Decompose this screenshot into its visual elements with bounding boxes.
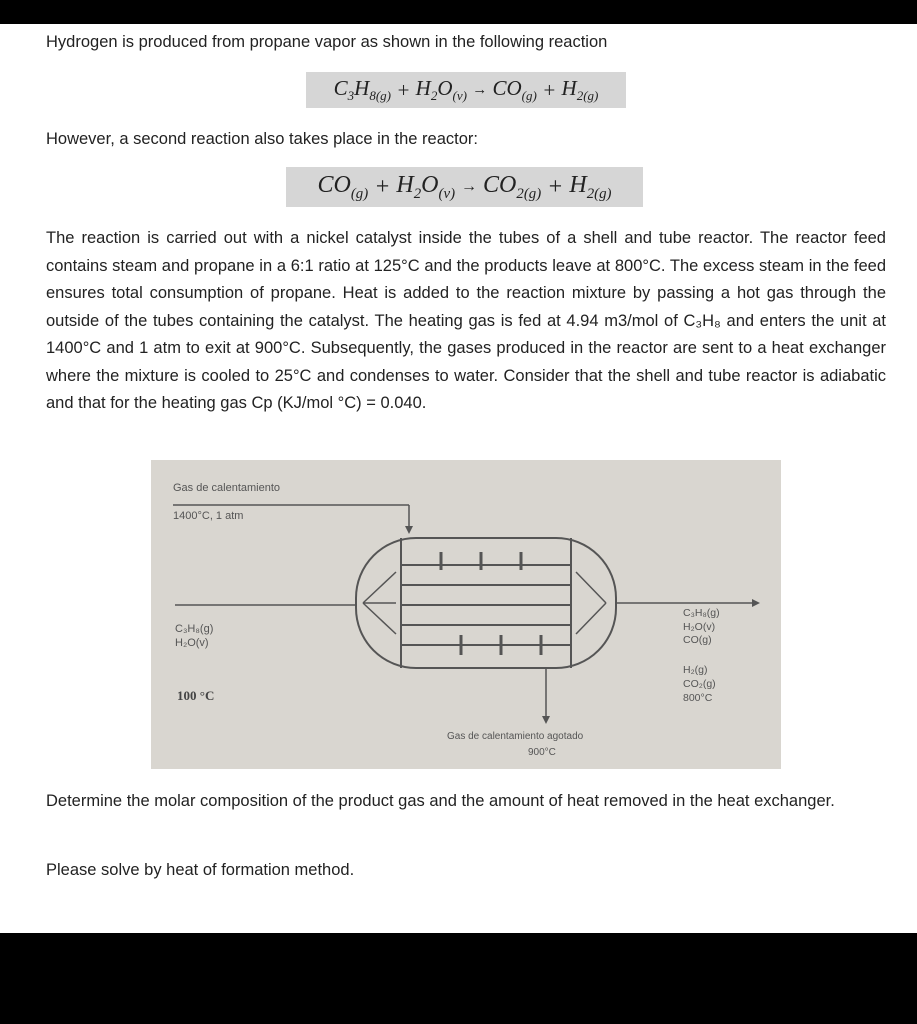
plus-sign: + [542, 77, 557, 102]
r2-product-co2: $CO_{2(g)}$ [483, 171, 542, 202]
product-co: CO(g) [683, 634, 712, 646]
r1-reactant-water: $H_2O_{(v)}$ [415, 75, 467, 104]
catalyst-tubes [401, 565, 571, 645]
product-composition-list [683, 607, 720, 704]
feed-h2o-label: H₂O(v) [175, 637, 209, 649]
r1-reactant-propane: $C_3H_{8(g)}$ [333, 75, 391, 104]
reactor-diagram-svg [151, 460, 781, 769]
heating-gas-label: Gas de calentamiento [173, 482, 281, 494]
reactor-diagram [151, 460, 781, 769]
feed-c3h8-label: C₃H₈(g) [175, 623, 214, 635]
exhaust-temperature: 900°C [528, 747, 556, 758]
reaction-1-equation [306, 72, 626, 108]
feed-temperature: 100 °C [177, 688, 215, 703]
r2-reactant-water: $H_2O_{(v)}$ [396, 171, 456, 202]
product-c3h8: C₃H₈(g) [683, 607, 720, 619]
product-h2: H₂(g) [683, 664, 708, 676]
r1-product-h2: $H_{2(g)}$ [561, 75, 599, 104]
product-co2: CO₂(g) [683, 678, 716, 690]
product-h2o: H₂O(v) [683, 621, 716, 633]
product-temperature: 800°C [683, 692, 713, 704]
baffles [441, 552, 541, 655]
r2-product-h2: $H_{2(g)}$ [569, 171, 612, 202]
problem-description: The reaction is carried out with a nickel catalyst inside the tubes of a shell and tube reactor. The reactor feed contains steam and propane in a 6:1 ratio at 125°C and the products leave at 800°C. The excess steam in the feed ensures total consumption of propane. Heat is added to the reaction mixture by passing a hot gas through the outside of the tubes containing the catalyst. The heating gas is fed at 4.94 m3/mol of C₃H₈ and enters the unit at 1400°C and 1 atm to exit at 900°C. Subsequently, the gases produced in the reactor are sent to a heat exchanger where the mixture is cooled to 25°C and condenses to water. Consider that the shell and tube reactor is adiabatic and that for the heating gas Cp (KJ/mol °C) = 0.040. [46, 229, 886, 412]
outlet-arrow-icon [752, 599, 760, 607]
reaction-2-equation [286, 167, 643, 207]
intro-text: Hydrogen is produced from propane vapor as shown in the following reaction [46, 33, 608, 51]
plus-sign: + [374, 173, 391, 200]
instruction-text: Please solve by heat of formation method. [46, 861, 355, 879]
plus-sign: + [396, 77, 411, 102]
plus-sign: + [547, 173, 564, 200]
document-page [0, 24, 917, 933]
reaction-arrow: → [472, 81, 488, 98]
inlet-arrow-icon [405, 526, 413, 534]
heating-gas-conditions: 1400°C, 1 atm [173, 510, 244, 522]
exhaust-label: Gas de calentamiento agotado [447, 731, 584, 742]
r1-product-co: $CO_{(g)}$ [492, 75, 537, 104]
exhaust-arrow-icon [542, 716, 550, 724]
second-reaction-intro: However, a second reaction also takes place in the reactor: [46, 130, 478, 148]
question-text: Determine the molar composition of the product gas and the amount of heat removed in the heat exchanger. [46, 792, 835, 810]
r2-reactant-co: $CO_{(g)}$ [317, 171, 369, 202]
reaction-arrow: → [461, 178, 478, 195]
